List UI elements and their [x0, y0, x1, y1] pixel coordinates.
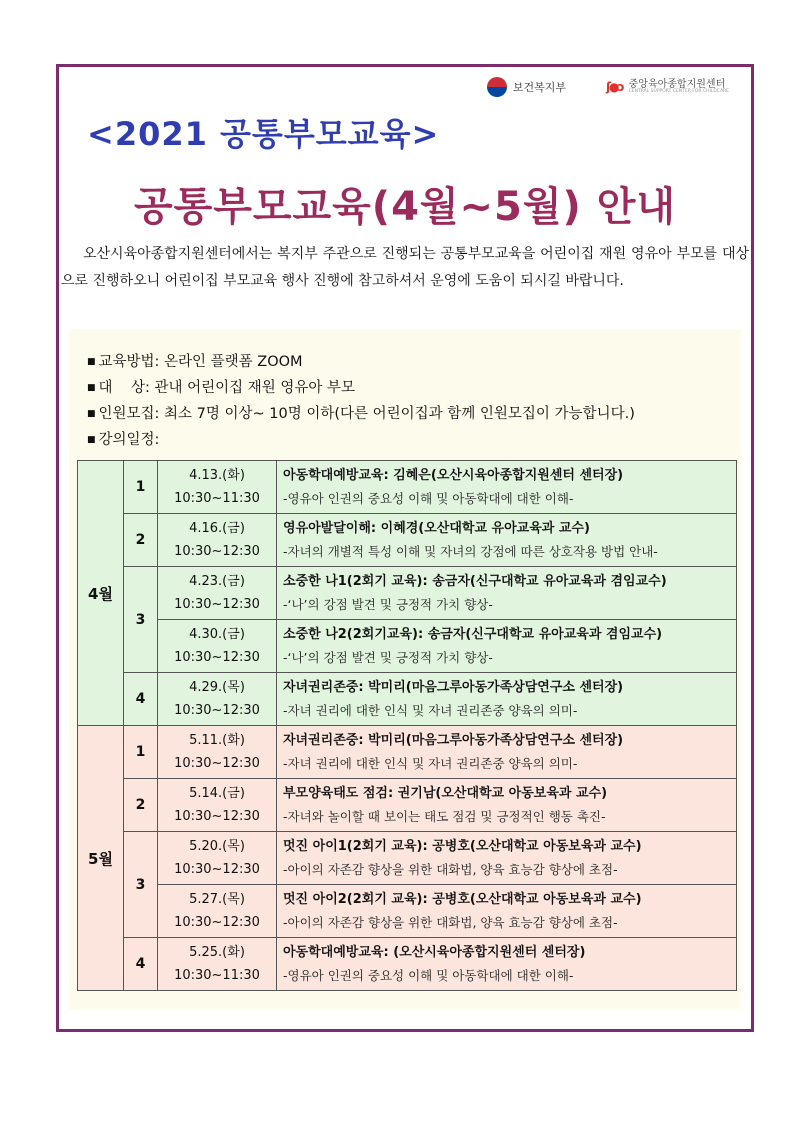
date-cell: 5.14.(금) 10:30~12:30 — [158, 779, 277, 832]
table-row — [78, 885, 737, 938]
table-row — [78, 726, 737, 779]
page-subtitle: 공통부모교육(4월~5월) 안내 — [133, 184, 677, 230]
info-item: ■ 교육방법: 온라인 플랫폼 ZOOM — [87, 354, 303, 370]
table-row — [78, 461, 737, 514]
table-row — [78, 779, 737, 832]
schedule-table — [77, 460, 737, 991]
date-cell: 4.30.(금) 10:30~12:30 — [158, 620, 277, 673]
date-cell: 5.27.(목) 10:30~12:30 — [158, 885, 277, 938]
info-list — [87, 349, 635, 453]
date-cell: 4.13.(화) 10:30~11:30 — [158, 461, 277, 514]
date-cell: 5.11.(화) 10:30~12:30 — [158, 726, 277, 779]
info-item: ■ 대 상: 관내 어린이집 재원 영유아 부모 — [87, 380, 355, 396]
lecture-cell: 멋진 아이1(2회기 교육): 공병호(오산대학교 아동보육과 교수) -아이의 자존감 향상을 위한 대화법, 양육 효능감 향상에 초점- — [277, 832, 737, 885]
session-number: 2 — [124, 514, 158, 567]
table-row — [78, 567, 737, 620]
intro-paragraph: 오산시육아종합지원센터에서는 복지부 주관으로 진행되는 공통부모교육을 어린이집 재원 영유아 부모를 대상으로 진행하오니 어린이집 부모교육 행사 진행에 참고하셔서 운영에 도움이 되시길 바랍니다. — [61, 246, 749, 289]
table-row — [78, 673, 737, 726]
table-row — [78, 620, 737, 673]
date-cell: 4.23.(금) 10:30~12:30 — [158, 567, 277, 620]
lecture-cell: 영유아발달이해: 이혜경(오산대학교 유아교육과 교수) -자녀의 개별적 특성 이해 및 자녀의 강점에 따른 상호작용 방법 안내- — [277, 514, 737, 567]
lecture-cell: 자녀권리존중: 박미리(마음그루아동가족상담연구소 센터장) -자녀 권리에 대한 인식 및 자녀 권리존중 양육의 의미- — [277, 673, 737, 726]
ministry-logo — [487, 77, 566, 97]
lecture-cell: 멋진 아이2(2회기 교육): 공병호(오산대학교 아동보육과 교수) -아이의 자존감 향상을 위한 대화법, 양육 효능감 향상에 초점- — [277, 885, 737, 938]
info-item: ■ 강의일정: — [87, 432, 160, 448]
date-cell: 4.29.(목) 10:30~12:30 — [158, 673, 277, 726]
date-cell: 5.25.(화) 10:30~11:30 — [158, 938, 277, 991]
taeguk-icon — [487, 77, 507, 97]
session-number: 4 — [124, 938, 158, 991]
session-number: 2 — [124, 779, 158, 832]
lecture-cell: 부모양육태도 점검: 권기남(오산대학교 아동보육과 교수) -자녀와 놀이할 때 보이는 태도 점검 및 긍정적인 행동 촉진- — [277, 779, 737, 832]
center-name-en: CENTRAL SUPPORT CENTER FOR CHILDCARE — [628, 88, 729, 94]
document-frame — [56, 64, 754, 1032]
page-title: <2021 공통부모교육> — [87, 115, 440, 153]
session-number: 4 — [124, 673, 158, 726]
month-cell: 5월 — [78, 726, 124, 991]
date-cell: 5.20.(목) 10:30~12:30 — [158, 832, 277, 885]
lecture-cell: 소중한 나2(2회기교육): 송금자(신구대학교 유아교육과 겸임교수) -‘나’의 강점 발견 및 긍정적 가치 향상- — [277, 620, 737, 673]
lecture-cell: 아동학대예방교육: 김혜은(오산시육아종합지원센터 센터장) -영유아 인권의 중요성 이해 및 아동학대에 대한 이해- — [277, 461, 737, 514]
ministry-name: 보건복지부 — [512, 81, 567, 94]
center-logo — [606, 80, 729, 95]
table-row — [78, 832, 737, 885]
lecture-cell: 소중한 나1(2회기 교육): 송금자(신구대학교 유아교육과 겸임교수) -‘나’의 강점 발견 및 긍정적 가치 향상- — [277, 567, 737, 620]
center-name: 중앙육아종합지원센터 — [628, 78, 726, 90]
info-item: ■ 인원모집: 최소 7명 이상~ 10명 이하(다른 어린이집과 함께 인원모집이 가능합니다.) — [87, 406, 635, 422]
session-number: 1 — [124, 461, 158, 514]
center-mark-icon: ʃ●ɔ — [606, 80, 623, 94]
session-number: 1 — [124, 726, 158, 779]
session-number: 3 — [124, 567, 158, 673]
month-cell: 4월 — [78, 461, 124, 726]
logo-bar — [487, 77, 729, 97]
info-panel — [69, 329, 741, 1009]
table-row — [78, 938, 737, 991]
lecture-cell: 자녀권리존중: 박미리(마음그루아동가족상담연구소 센터장) -자녀 권리에 대한 인식 및 자녀 권리존중 양육의 의미- — [277, 726, 737, 779]
lecture-cell: 아동학대예방교육: (오산시육아종합지원센터 센터장) -영유아 인권의 중요성 이해 및 아동학대에 대한 이해- — [277, 938, 737, 991]
session-number: 3 — [124, 832, 158, 938]
table-row — [78, 514, 737, 567]
date-cell: 4.16.(금) 10:30~12:30 — [158, 514, 277, 567]
